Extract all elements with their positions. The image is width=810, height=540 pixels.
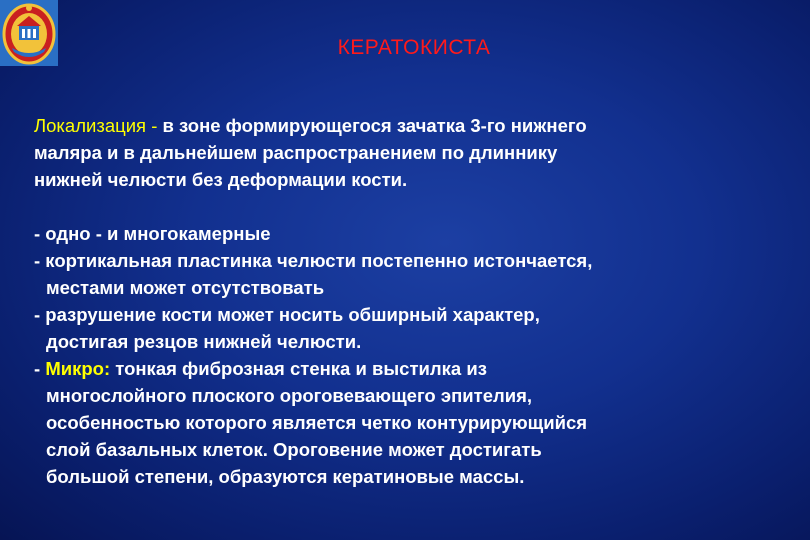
bullet-1: - одно - и многокамерные <box>34 223 271 244</box>
bullet-4-line-2: многослойного плоского ороговевающего эпителия, <box>46 385 533 406</box>
bullet-4-line-1 <box>34 355 794 382</box>
localization-separator: - <box>146 115 158 136</box>
bullet-4-line-3: особенностью которого является четко контурирующийся <box>46 412 588 433</box>
bullet-3-line-1: - разрушение кости может носить обширный характер, <box>34 304 540 325</box>
localization-label: Локализация <box>34 115 147 136</box>
bullet-4-line-5: большой степени, образуются кератиновые массы. <box>46 466 525 487</box>
slide-content <box>34 112 794 490</box>
micro-label: Микро: <box>45 358 111 379</box>
bullet-2-line-2: местами может отсутствовать <box>46 277 325 298</box>
bullet-2-line-1: - кортикальная пластинка челюсти постепенно истончается, <box>34 250 593 271</box>
localization-text-1: в зоне формирующегося зачатка 3-го нижнего <box>157 115 587 136</box>
bullet-4-line-4: слой базальных клеток. Ороговение может достигать <box>46 439 542 460</box>
bullet-4-prefix: - <box>34 358 46 379</box>
spacer <box>34 193 794 220</box>
localization-line-3: нижней челюсти без деформации кости. <box>34 169 408 190</box>
slide-title: КЕРАТОКИСТА <box>337 36 491 59</box>
localization-line-2: маляра и в дальнейшем распространением по длиннику <box>34 142 558 163</box>
bullet-4-text-1: тонкая фиброзная стенка и выстилка из <box>110 358 487 379</box>
bullet-3-line-2: достигая резцов нижней челюсти. <box>46 331 362 352</box>
localization-line-1 <box>34 112 794 139</box>
